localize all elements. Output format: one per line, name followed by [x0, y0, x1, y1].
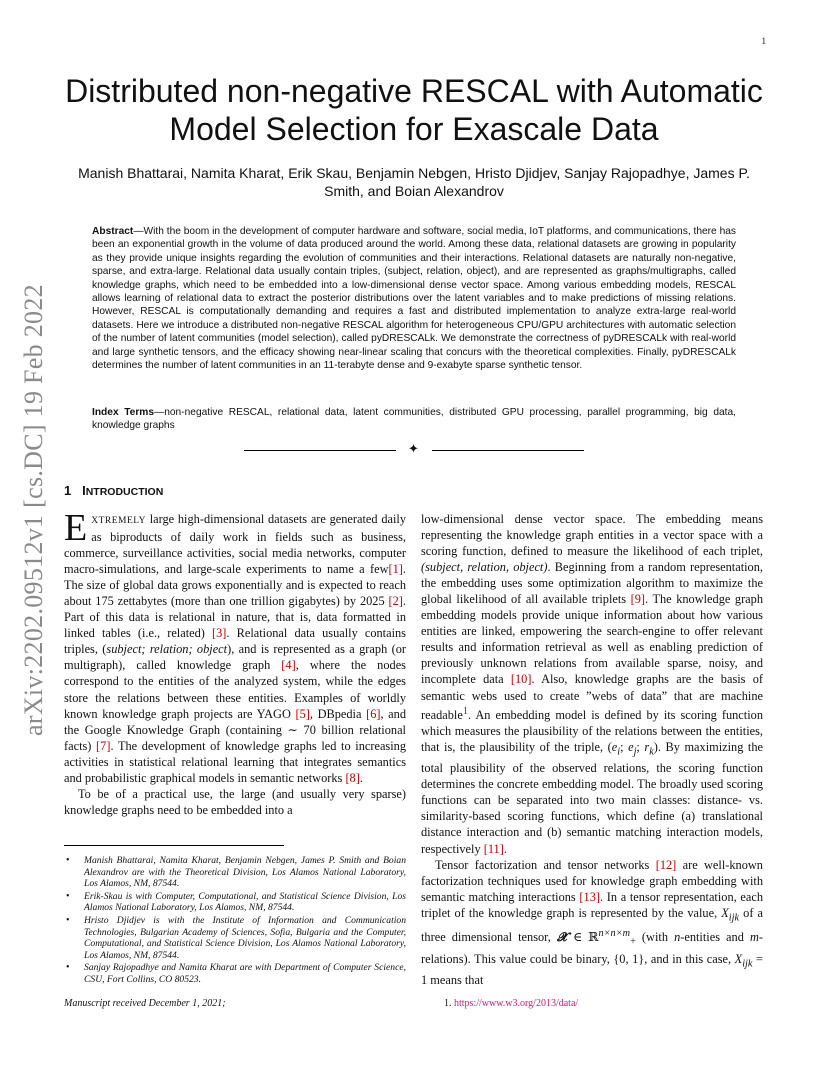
math-subscript: i [617, 746, 621, 758]
section-title-rest: NTRODUCTION [85, 486, 164, 498]
text-run: . The development of knowledge graphs led to increasing activities in statistical relational learning that integrates semantics and probabilistic graphical models in semantic networks [64, 738, 406, 785]
text-run: (with [635, 930, 675, 945]
math-symbol: X [734, 951, 743, 966]
index-terms-text: —non-negative RESCAL, relational data, latent communities, distributed GPU processing, parallel programming, big data, knowledge graphs [92, 407, 736, 432]
italic-text: subject; relation; object [106, 642, 228, 657]
paragraph: To be of a practical use, the large (and usually very sparse) knowledge graphs need to be embedded into a [64, 786, 406, 817]
divider-line-left [244, 450, 396, 451]
text-run: = 1 means that [421, 951, 763, 988]
text-run: are well-known factorization techniques used for knowledge graph embedding with semantic matching interactions [421, 857, 763, 904]
section-heading-introduction [64, 483, 163, 498]
text-run: . [359, 770, 363, 785]
text-run: . Part of this data is relational in nature, that is, data formatted in linked tables (i.e., related) [64, 594, 406, 641]
citation-link[interactable]: [3] [212, 626, 227, 641]
text-run: . [503, 841, 507, 856]
math-subscript: ijk [728, 912, 740, 924]
citation-link[interactable]: [12] [655, 857, 677, 872]
text-run: -relations). This value could be binary, {0, 1}, and in this case, [421, 930, 763, 966]
citation-link[interactable]: [8] [345, 770, 360, 785]
text-run: ; [636, 739, 645, 754]
italic-text: (subject, relation, object) [421, 560, 548, 575]
citation-link[interactable]: [2] [388, 594, 403, 609]
affiliation-footnote: • Manish Bhattarai, Namita Kharat, Benjamin Nebgen, James P. Smith and Boian Alexandrov are with the Theoretical Division, Los Alamos National Laboratory, Los Alamos, NM, 87544. [64, 855, 406, 890]
text-run: . Also, knowledge graphs are the basis of semantic webs used to create ”webs of data” that are machine readable [421, 672, 763, 722]
math-subscript: + [630, 936, 636, 948]
math-symbol: 𝓧 [556, 930, 567, 945]
text-run: . In a tensor representation, each triplet of the knowledge graph is represented by the value, [421, 889, 763, 920]
text-run: ∈ ℝ [566, 930, 599, 945]
math-subscript: ijk [742, 958, 753, 970]
divider-diamond-icon: ✦ [408, 441, 419, 456]
footnote-rule [64, 845, 284, 846]
text-run: Tensor factorization and tensor networks [435, 857, 656, 872]
text-run: , DBpedia [309, 706, 367, 721]
section-title-first-letter: I [82, 483, 86, 498]
paragraph [64, 507, 406, 786]
smallcaps-lead: XTREMELY [91, 516, 146, 526]
math-symbol: r [644, 739, 650, 754]
body-column-left [64, 507, 406, 818]
paragraph [421, 857, 763, 989]
paragraph [421, 511, 763, 857]
affiliation-footnote: • Hristo Djidjev is with the Institute of Information and Communication Technologies, Bulgarian Academy of Sciences, Sofia, Bulgaria and the Computer, Computational, and Statistical Science Division, Los Alamos National Laboratory, Los Alamos, NM, 87544. [64, 915, 406, 961]
math-symbol: e [628, 739, 634, 754]
math-subscript: k [649, 746, 654, 758]
text-run: , where the nodes correspond to the entities of the analyzed system, while the edges store the relations between these entities. Examples of worldly known knowledge graph projects are YAGO [64, 658, 406, 721]
body-column-right [421, 511, 763, 988]
manuscript-received-note: Manuscript received December 1, 2021; [64, 998, 226, 1009]
citation-link[interactable]: [4] [281, 658, 296, 673]
citation-link[interactable]: [13] [579, 889, 600, 904]
text-run: . The size of global data grows exponentially and is expected to reach about 175 zettabytes (more than one trillion gigabytes) by 2025 [64, 562, 406, 609]
index-terms [92, 406, 736, 433]
drop-cap: E [64, 507, 88, 549]
footnote-link[interactable]: https://www.w3.org/2013/data/ [454, 998, 579, 1009]
math-symbol: X [721, 905, 729, 920]
math-superscript: n×n×m [598, 928, 631, 940]
citation-link[interactable]: [11] [483, 841, 504, 856]
author-list: Manish Bhattarai, Namita Kharat, Erik Skau, Benjamin Nebgen, Hristo Djidjev, Sanjay Rajopadhye, James P. Smith, and Boian Alexandrov [78, 165, 750, 199]
footnote-number: 1. [444, 998, 452, 1009]
paper-title: Distributed non-negative RESCAL with Automatic Model Selection for Exascale Data [65, 73, 763, 147]
affiliation-footnote: • Sanjay Rajopadhye and Namita Kharat are with Department of Computer Science, CSU, Fort Collins, CO 80523. [64, 962, 406, 985]
abstract-text: —With the boom in the development of computer hardware and software, social media, IoT platforms, and communications, there has been an exponential growth in the volume of data produced around the world. Among these data, relational datasets are growing in popularity as they provide unique insights regarding the evolution of communities and their interactions. Relational datasets are naturally non-negative, sparse, and extra-large. Relational data usually contain triples, (subject, relation, object), and are represented as graphs/multigraphs, called knowledge graphs, which need to be embedded into a low-dimensional dense vector space. Among various embedding models, RESCAL allows learning of relational data to extract the posterior distributions over the latent variables and to make predictions of missing relations. However, RESCAL is computationally demanding and requires a fast and distributed implementation to analyze extra-large real-world datasets. Here we introduce a distributed non-negative RESCAL algorithm for heterogeneous CPU/GPU architectures with automatic selection of the number of latent communities (model selection), called pyDRESCALk. We demonstrate the correctness of pyDRESCALk with real-world and large synthetic tensors, and the efficacy showing near-linear scaling that concurs with the theoretical complexities. Finally, pyDRESCALk determines the number of latent communities in an 11-terabyte dense and 9-exabyte sparse synthetic tensor. [92, 226, 736, 372]
arxiv-identifier-text: arXiv:2202.09512v1 [cs.DC] 19 Feb 2022 [19, 284, 49, 736]
section-number: 1 [64, 483, 72, 498]
citation-link[interactable]: [7] [96, 738, 111, 753]
affiliation-footnote: • Erik-Skau is with Computer, Computational, and Statistical Science Division, Los Alamos National Laboratory, Los Alamos, NM, 87544. [64, 891, 406, 914]
math-symbol: m [749, 930, 759, 945]
citation-link[interactable]: [5] [295, 706, 310, 721]
text-run: ), and is represented as a graph (or multigraph), called knowledge graph [64, 642, 406, 673]
section-divider [244, 441, 584, 458]
text-run: . The knowledge graph embedding models provide unique information about how various entities are linked, empowering the search-engine to offer relevant results and information retrieval as well as enabling prediction of previously unknown relations from available sparse, noisy, and incomplete data [421, 592, 763, 687]
page-number: 1 [761, 36, 766, 46]
footnote-marker[interactable]: 1 [462, 705, 468, 717]
text-run: ; [620, 739, 629, 754]
text-run: . Beginning from a random representation, the embedding uses some optimization algorithm to maximize the global likelihood of all available triplets [421, 560, 763, 607]
text-run: of a three dimensional tensor, [421, 905, 763, 945]
index-terms-label: Index Terms [92, 407, 155, 418]
text-run: , and the Google Knowledge Graph (containing ∼ 70 billion relational facts) [64, 706, 406, 753]
citation-link[interactable]: [10] [510, 672, 532, 687]
citation-link[interactable]: [1] [388, 562, 403, 577]
citation-link[interactable]: [9] [630, 592, 646, 607]
text-run: . Relational data usually contains triples, ( [64, 626, 406, 657]
math-subscript: j [633, 746, 637, 758]
affiliation-footnotes [64, 855, 406, 987]
text-run: low-dimensional dense vector space. The embedding means representing the knowledge graph entities in a vector space with a scoring function, defined to measure the likelihood of each triplet, [421, 512, 763, 559]
math-symbol: e [611, 739, 618, 754]
arxiv-identifier-stamp [14, 284, 54, 736]
text-run: ). By maximizing the total plausibility of the observed relations, the scoring function determines the concrete embedding model. The broadly used scoring functions can be separated into two main classes: distance- vs. similarity-based scoring functions, which define (a) translational distance interaction and (b) semantic matching interaction models, respectively [421, 739, 764, 856]
math-symbol: n [674, 930, 681, 945]
footnote-url [444, 998, 578, 1009]
citation-link[interactable]: [6] [366, 706, 381, 721]
text-run: . An embedding model is defined by its scoring function which measures the plausibility of the relations between the entities, that is, the plausibility of the triple, ( [421, 707, 763, 754]
text-run: -entities and [680, 930, 750, 945]
abstract-label: Abstract [92, 226, 134, 237]
divider-line-right [432, 450, 584, 451]
abstract [92, 225, 736, 372]
text-run: large high-dimensional datasets are generated daily as biproducts of daily work in fields such as business, commerce, surveillance activities, social media networks, computer macro-simulations, and large-scale experiments to name a few [64, 512, 406, 577]
